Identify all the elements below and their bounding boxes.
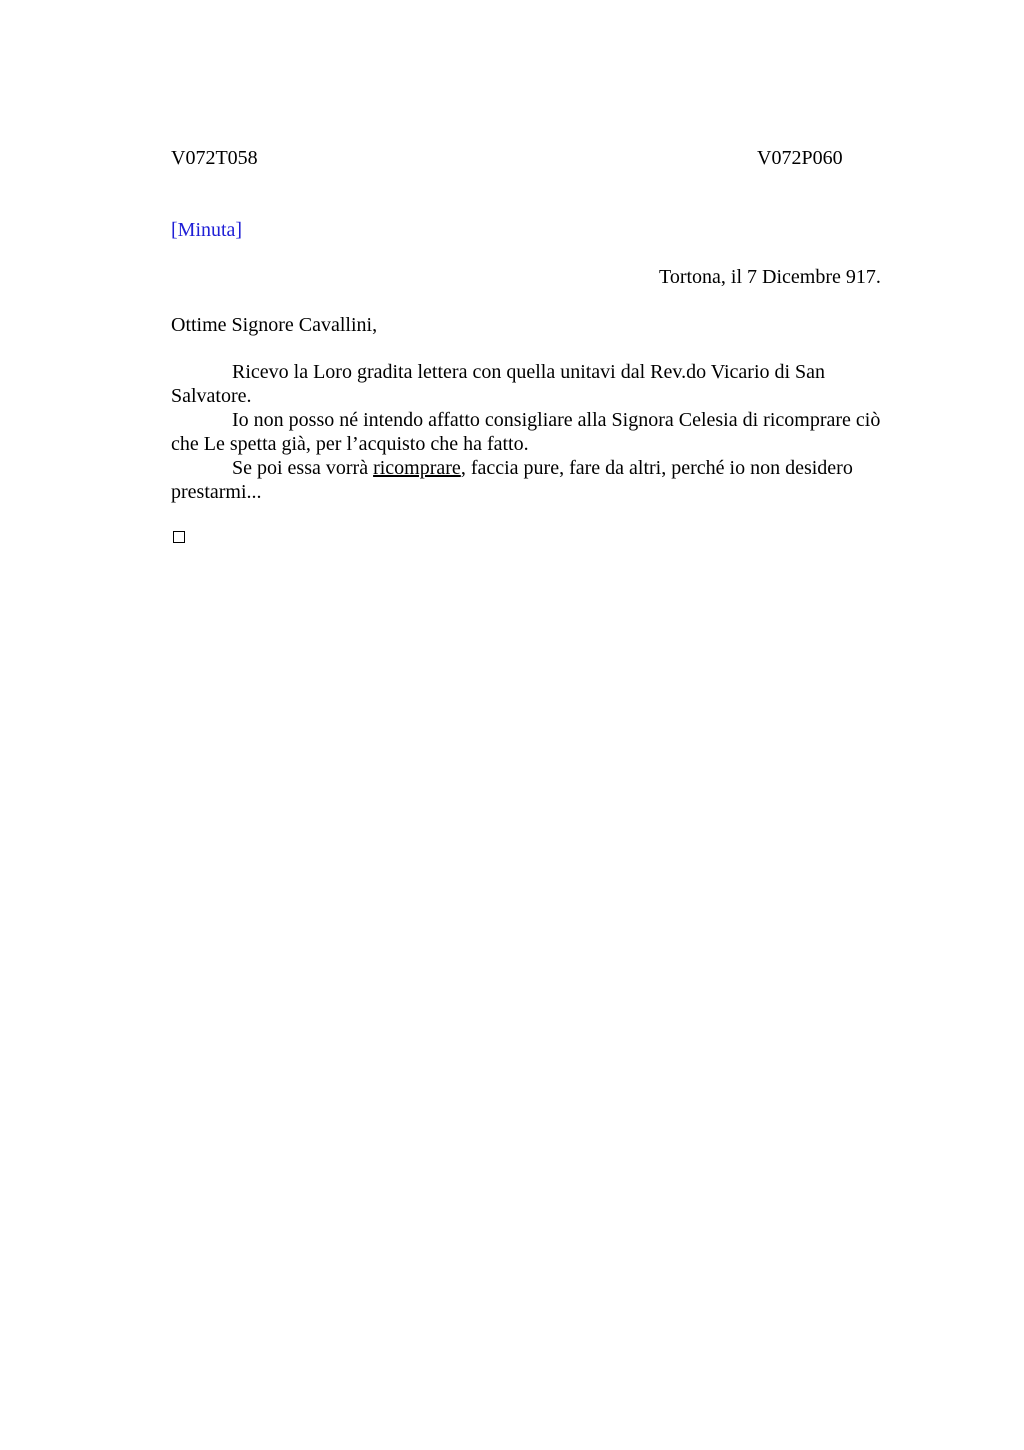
paragraph-3 — [171, 456, 906, 504]
draft-note-label: [Minuta] — [171, 219, 243, 241]
paragraph-1: Ricevo la Loro gradita lettera con quella unitavi dal Rev.do Vicario di San Salvatore. — [171, 361, 826, 407]
end-marker-square-icon — [173, 531, 185, 543]
document-reference-right: V072P060 — [757, 147, 843, 169]
letter-salutation: Ottime Signore Cavallini, — [171, 314, 378, 336]
document-reference-left: V072T058 — [171, 147, 258, 169]
paragraph-2: Io non posso né intendo affatto consigliare alla Signora Celesia di ricomprare ciò che Le spetta già, per l’acquisto che ha fatto. — [171, 409, 881, 455]
paragraph-3-start: Se poi essa vorrà — [232, 457, 374, 479]
letter-dateline: Tortona, il 7 Dicembre 917. — [659, 266, 881, 288]
letter-body — [171, 360, 906, 504]
paragraph-3-end: , faccia pure, fare da altri, perché io non desidero prestarmi... — [171, 457, 853, 503]
underlined-word: ricomprare — [373, 457, 461, 479]
